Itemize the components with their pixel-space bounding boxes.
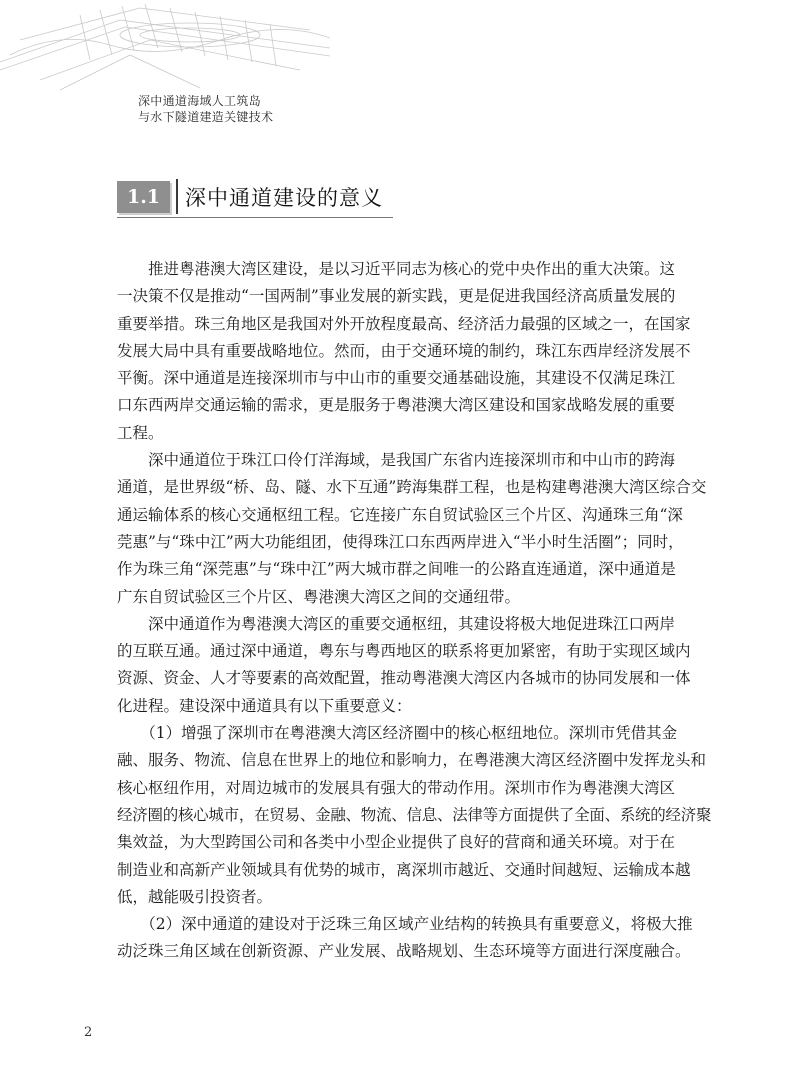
text-line: 作为珠三角“深莞惠”与“珠中江”两大城市群之间唯一的公路直连通道，深中通道是 bbox=[117, 560, 676, 579]
text-line: 通运输体系的核心交通枢纽工程。它连接广东自贸试验区三个片区、沟通珠三角“深 bbox=[117, 505, 683, 524]
text-line: 广东自贸试验区三个片区、粤港澳大湾区之间的交通纽带。 bbox=[117, 587, 521, 606]
text-line: 集效益，为大型跨国公司和各类中小型企业提供了良好的营商和通关环境。对于在 bbox=[117, 833, 676, 852]
text-line: 推进粤港澳大湾区建设，是以习近平同志为核心的党中央作出的重大决策。这 bbox=[117, 260, 676, 278]
text-line: 的互联互通。通过深中通道，粤东与粤西地区的联系将更加紧密，有助于实现区域内 bbox=[117, 642, 691, 661]
text-line: 发展大局中具有重要战略地位。然而，由于交通环境的制约，珠江东西岸经济发展不 bbox=[117, 341, 691, 360]
text-line: 动泛珠三角区域在创新资源、产业发展、战略规划、生态环境等方面进行深度融合。 bbox=[117, 942, 691, 961]
text-line: 融、服务、物流、信息在世界上的地位和影响力，在粤港澳大湾区经济圈中发挥龙头和 bbox=[117, 751, 707, 770]
text-line: 制造业和高新产业领域具有优势的城市，离深圳市越近、交通时间越短、运输成本越 bbox=[117, 860, 691, 879]
header-bridge-illustration bbox=[0, 0, 330, 95]
text-line: （2）深中通道的建设对于泛珠三角区域产业结构的转换具有重要意义，将极大推 bbox=[117, 915, 693, 934]
page-number: 2 bbox=[84, 1025, 93, 1040]
running-header-line2: 与水下隧道建造关键技术 bbox=[138, 110, 274, 124]
text-line: 深中通道作为粤港澳大湾区的重要交通枢纽，其建设将极大地促进珠江口两岸 bbox=[117, 614, 676, 633]
text-line: （1）增强了深圳市在粤港澳大湾区经济圈中的核心枢纽地位。深圳市凭借其金 bbox=[117, 724, 678, 743]
running-header-line1: 深中通道海域人工筑岛 bbox=[138, 94, 262, 108]
text-line: 经济圈的核心城市，在贸易、金融、物流、信息、法律等方面提供了全面、系统的经济聚 bbox=[117, 805, 712, 824]
text-line: 莞惠”与“珠中江”两大功能组团，使得珠江口东西两岸进入“半小时生活圈”；同时， bbox=[117, 532, 684, 551]
text-line: 通道，是世界级“桥、岛、隧、水下互通”跨海集群工程，也是构建粤港澳大湾区综合交 bbox=[117, 478, 707, 497]
text-line: 口东西两岸交通运输的需求，更是服务于粤港澳大湾区建设和国家战略发展的重要 bbox=[117, 396, 676, 415]
text-line: 低，越能吸引投资者。 bbox=[117, 887, 273, 906]
text-line: 工程。 bbox=[117, 423, 164, 442]
section-heading bbox=[117, 179, 383, 214]
text-line: 一决策不仅是推动“一国两制”事业发展的新实践，更是促进我国经济高质量发展的 bbox=[117, 287, 676, 306]
running-header bbox=[138, 93, 273, 125]
body-text bbox=[117, 256, 712, 966]
section-title: 深中通道建设的意义 bbox=[185, 185, 383, 210]
text-line: 深中通道位于珠江口伶仃洋海域，是我国广东省内连接深圳市和中山市的跨海 bbox=[117, 451, 676, 470]
text-line: 重要举措。珠三角地区是我国对外开放程度最高、经济活力最强的区域之一，在国家 bbox=[117, 314, 691, 333]
text-line: 平衡。深中通道是连接深圳市与中山市的重要交通基础设施，其建设不仅满足珠江 bbox=[117, 369, 676, 388]
text-line: 核心枢纽作用，对周边城市的发展具有强大的带动作用。深圳市作为粤港澳大湾区 bbox=[117, 778, 676, 797]
text-line: 资源、资金、人才等要素的高效配置，推动粤港澳大湾区内各城市的协同发展和一体 bbox=[117, 669, 691, 688]
text-line: 化进程。建设深中通道具有以下重要意义： bbox=[117, 696, 412, 715]
section-number-badge: 1.1 bbox=[117, 181, 170, 213]
section-underline bbox=[117, 217, 393, 218]
section-divider bbox=[176, 179, 178, 214]
